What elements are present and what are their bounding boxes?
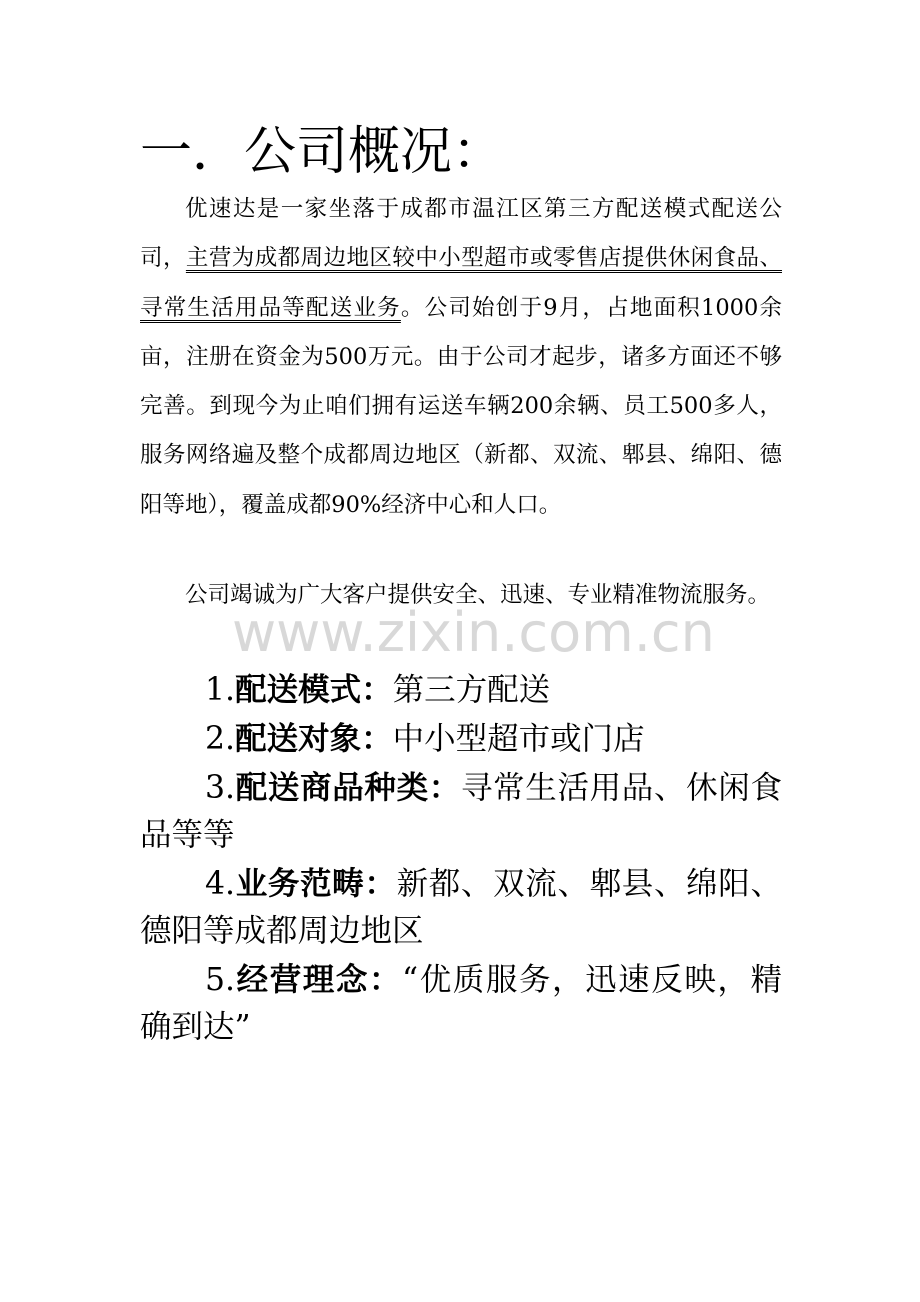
- item-key: 业务范畴：: [235, 866, 397, 902]
- item-number: 2.: [205, 721, 236, 757]
- item-number: 4.: [205, 866, 236, 902]
- item-delivery-target: [140, 716, 782, 763]
- item-value: “优质服务，迅速反映，精确到达”: [140, 962, 782, 1045]
- item-key: 配送商品种类：: [235, 770, 461, 806]
- item-key: 经营理念：: [235, 962, 403, 998]
- item-delivery-mode: [140, 667, 782, 714]
- item-key: 配送模式：: [235, 672, 393, 708]
- item-value: 中小型超市或门店: [392, 721, 645, 757]
- watermark: www.zixin.com.cn: [232, 601, 715, 664]
- item-value: 新都、双流、郫县、绵阳、德阳等成都周边地区: [140, 866, 782, 949]
- section-heading: 一．公司概况：: [140, 122, 505, 182]
- intro-text-start: 优速达是一家坐落于成都市温江区第三方配送模式配送公司，: [140, 196, 782, 272]
- item-number: 3.: [205, 770, 236, 806]
- item-business-scope: [140, 861, 782, 955]
- item-value: 寻常生活用品、休闲食品等等: [140, 770, 782, 853]
- item-key: 配送对象：: [235, 721, 393, 757]
- commitment-paragraph: 公司竭诚为广大客户提供安全、迅速、专业精准物流服务。: [185, 582, 771, 608]
- intro-underlined-text: 主营为成都周边地区较中小型超市或零售店提供休闲食品、寻常生活用品等配送业务: [140, 245, 782, 321]
- item-number: 5.: [205, 962, 236, 998]
- item-business-philosophy: [140, 957, 782, 1051]
- item-goods-categories: [140, 765, 782, 859]
- company-intro-paragraph: [140, 185, 782, 530]
- item-number: 1.: [205, 672, 236, 708]
- item-value: 第三方配送: [392, 672, 551, 708]
- intro-text-end: 。公司始创于9月，占地面积1000余亩，注册在资金为500万元。由于公司才起步，诸多方面还不够完善。到现今为止咱们拥有运送车辆200余辆、员工500多人，服务网络遍及整个成都周边地区（新都、双流、郫县、绵阳、德阳等地），覆盖成都90%经济中心和人口。: [140, 294, 782, 518]
